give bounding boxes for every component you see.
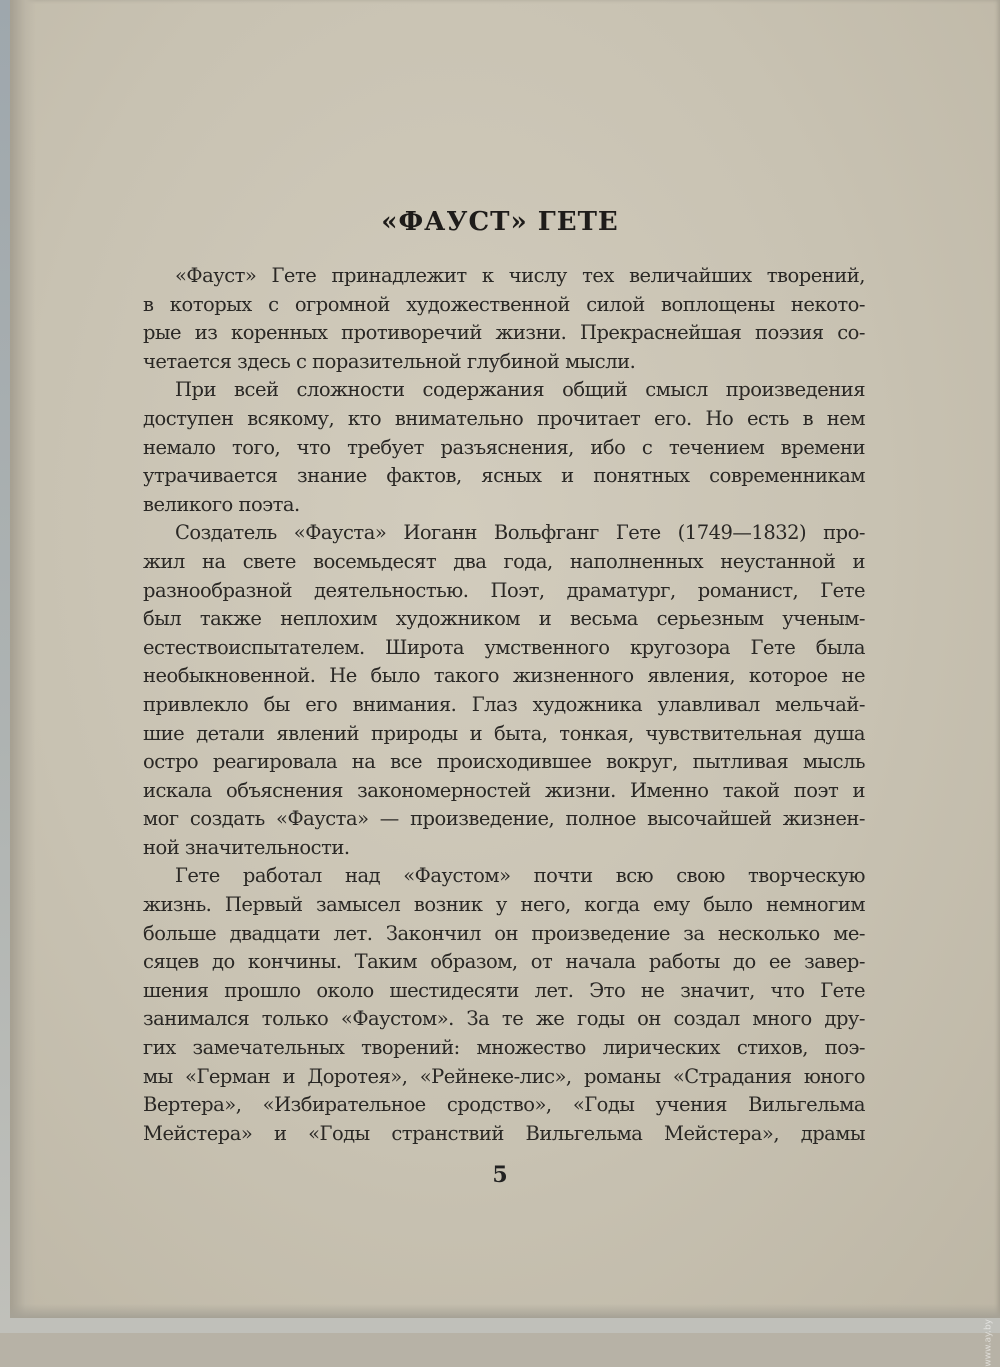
text-line: Гете работал над «Фаустом» почти всю свою творческую [175, 864, 865, 888]
text-line: Создатель «Фауста» Иоганн Вольфганг Гете (1749—1832) про- [175, 521, 865, 545]
text-line: «Фауст» Гете принадлежит к числу тех величайших творений, [175, 264, 865, 287]
chapter-title: «ФАУСТ» ГЕТЕ [381, 207, 619, 237]
paragraph [143, 262, 865, 376]
text-line: Мейстера» и «Годы странствий Вильгельма Мейстера», драмы [143, 1121, 865, 1145]
text-line: великого поэта. [143, 492, 300, 516]
text-line: необыкновенной. Не было такого жизненного явления, которое не [143, 664, 865, 688]
text-line: больше двадцати лет. Закончил он произведение за несколько ме- [143, 921, 865, 945]
text-line: шения прошло около шестидесяти лет. Это не значит, что Гете [143, 978, 865, 1002]
text-line: остро реагировала на все происходившее вокруг, пытливая мысль [143, 750, 865, 774]
page-bottom-shadow [10, 1304, 1000, 1318]
watermark: www.ay.by [984, 1319, 994, 1367]
text-line: разнообразной деятельностью. Поэт, драматург, романист, Гете [143, 578, 865, 602]
text-line: был также неплохим художником и весьма серьезным ученым- [143, 607, 865, 631]
text-line: гих замечательных творений: множество лирических стихов, поэ- [143, 1036, 865, 1060]
text-line: в которых с огромной художественной силой воплощены некото- [143, 292, 865, 316]
text-line: четается здесь с поразительной глубиной мысли. [143, 349, 636, 373]
text-line: рые из коренных противоречий жизни. Прекраснейшая поэзия со- [143, 321, 865, 345]
text-line: жизнь. Первый замысел возник у него, когда ему было немногим [143, 893, 865, 917]
text-line: утрачивается знание фактов, ясных и понятных современникам [143, 464, 865, 488]
text-line: доступен всякому, кто внимательно прочитает его. Но есть в нем [143, 406, 865, 430]
text-line: занимался только «Фаустом». За те же годы он создал много дру- [143, 1007, 865, 1031]
text-line: жил на свете восемьдесят два года, наполненных неустанной и [143, 549, 865, 573]
text-line: искала объяснения закономерностей жизни. Именно такой поэт и [143, 778, 865, 802]
body-text [143, 262, 865, 1148]
paragraph [143, 376, 865, 519]
text-line: ной значительности. [143, 835, 350, 859]
paragraph [143, 862, 865, 1148]
text-line: сяцев до кончины. Таким образом, от начала работы до ее завер- [143, 950, 865, 974]
text-line: естествоиспытателем. Широта умственного кругозора Гете была [143, 635, 865, 659]
page-edge-shadow [10, 0, 36, 1318]
text-line: шие детали явлений природы и быта, тонкая, чувствительная душа [143, 721, 865, 745]
text-line: мы «Герман и Доротея», «Рейнеке-лис», романы «Страдания юного [143, 1064, 865, 1088]
text-line: Вертера», «Избирательное сродство», «Годы учения Вильгельма [143, 1093, 865, 1117]
page-number: 5 [492, 1162, 508, 1188]
text-line: мог создать «Фауста» — произведение, полное высочайшей жизнен- [143, 807, 865, 831]
paragraph [143, 519, 865, 862]
text-line: привлекло бы его внимания. Глаз художника улавливал мельчай- [143, 692, 865, 716]
text-line: немало того, что требует разъяснения, ибо с течением времени [143, 435, 865, 459]
text-line: При всей сложности содержания общий смысл произведения [175, 378, 865, 402]
